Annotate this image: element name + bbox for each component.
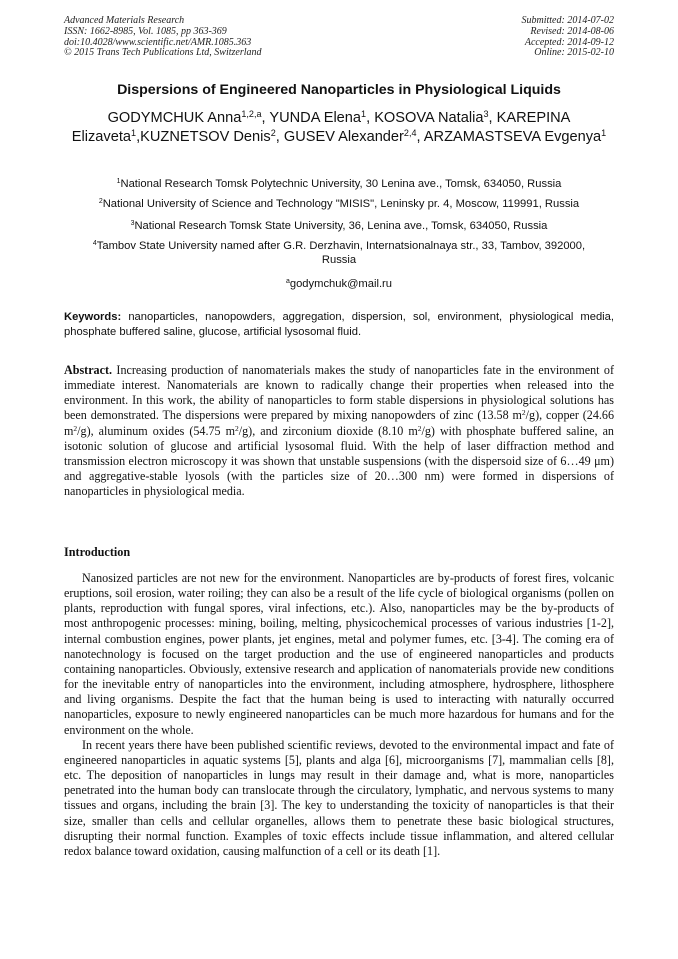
author: YUNDA Elena$^1$, [269,109,375,126]
introduction-heading: Introduction [64,545,131,559]
journal-header-right [522,16,615,59]
paragraph: In recent years there have been published scientific reviews, devoted to the environmental impact and fate of engineered nanoparticles in aquatic systems [5], plants and alga [6], microorganisms [7], mammalian cells [8], etc. The deposition of nanoparticles in lungs may result in their damage and, what is more, nanoparticles penetrated into the human body can translocate through the circulatory, lymphatic, and nervous systems to many tissues and organs, including the brain [3]. The key to understanding the toxicity of nanoparticles is that their size, smaller than cells and cellular organelles, allows them to penetrate these basic biological structures, disrupting their normal function. Examples of toxic effects include tissue inflammation, and altered cellular redox balance toward oxidation, causing malfunction of a cell or its death [1]. [64,737,614,858]
author: ARZAMASTSEVA Evgenya$^1$ [423,128,607,145]
online-date: Online: 2015-02-10 [534,47,614,59]
author-list [70,109,608,147]
affiliation: $^3$National Research Tomsk State University, 36, Lenina ave., Tomsk, 634050, Russia [130,220,548,232]
keywords [64,310,614,339]
journal-copyright: © 2015 Trans Tech Publications Ltd, Switzerland [64,47,262,59]
paragraph: Nanosized particles are not new for the environment. Nanoparticles are by-products of forest fires, volcanic eruptions, soil erosion, water roiling; they can also be a result of the life cycle of biological organisms (pollen on plants, reproduction with fungal spores, viral infections, etc.). Also, nanoparticles may be the by-products of most anthropogenic processes: mining, boiling, melting, physicochemical processes of various industries [1-2], internal combustion engines, power plants, jet engines, metal and polymer fumes, etc. [3-4]. The coming era of nanotechnology is focused on the target production and the use of engineered nanoparticles and products containing nanoparticles. Obviously, extensive research and application of nanomaterials provide new conditions for the inevitable entry of nanoparticles into the environment, including atmosphere, hydrosphere, lithosphere and living organisms. Despite the fact that the human being is used to interacting with naturally occurred nanoparticles, exposure to newly engineered nanoparticles can be much more hazardous for humans and for the environment on the whole. [64,571,614,737]
journal-header-left [64,16,262,59]
journal-doi: doi:10.4028/www.scientific.net/AMR.1085.363 [64,36,252,48]
author: GUSEV Alexander$^{2,4}$, [283,128,421,145]
author-email[interactable]: $^a$godymchuk@mail.ru [286,278,392,290]
revised-date: Revised: 2014-08-06 [530,25,614,37]
affiliation: $^1$National Research Tomsk Polytechnic University, 30 Lenina ave., Tomsk, 634050, Russia [116,178,562,190]
accepted-date: Accepted: 2014-09-12 [524,36,614,48]
keywords-text: nanoparticles, nanopowders, aggregation, dispersion, sol, environment, physiological media, phosphate buffered saline, glucose, artificial lysosomal fluid. [64,311,615,338]
author: KOSOVA Natalia$^3$, [374,109,493,126]
affiliation: $^4$Tambov State University named after G.R. Derzhavin, Internatsionalnaya str., 33, Tambov, 392000, Russia [92,240,586,266]
author: GODYMCHUK Anna$^{1,2,a}$, [107,109,270,126]
affiliation: $^2$National University of Science and Technology "MISIS", Leninsky pr. 4, Moscow, 119991, Russia [98,198,580,210]
author: KUZNETSOV Denis$^2$, [140,128,284,145]
author: KAREPINA Elizaveta$^1$, [71,110,571,145]
paper-title: Dispersions of Engineered Nanoparticles in Physiological Liquids [117,82,561,98]
introduction-body [64,571,614,859]
abstract: Abstract. Increasing production of nanomaterials makes the study of nanoparticles fate in the environment of immediate interest. Nanomaterials are known to radically change their properties when released into the environment. In this work, the ability of nanoparticles to form stable dispersions in physiological solutions has been demonstrated. The dispersions were prepared by mixing nanopowders of zinc (13.58 $m^2/g$), copper (24.66 $m^2/g$), aluminum oxides (54.75 $m^2/g$), and zirconium dioxide (8.10 $m^2/g$) with phosphate buffered saline, an isotonic solution of glucose and artificial lysosomal fluid. With the help of laser diffraction method and transmission electron microscopy it was shown that unstable suspensions (with the dispersoid size of 6…49 μm) and aggregative-stable lyosols (with the particles size of 20…300 nm) were formed in dispersions of nanoparticles in physiological media. [64,363,614,499]
journal-name: Advanced Materials Research [64,15,185,26]
journal-issn: ISSN: 1662-8985, Vol. 1085, pp 363-369 [64,25,227,37]
keywords-label: Keywords: [64,311,122,323]
submitted-date: Submitted: 2014-07-02 [521,15,614,26]
abstract-label: Abstract. [64,363,113,377]
